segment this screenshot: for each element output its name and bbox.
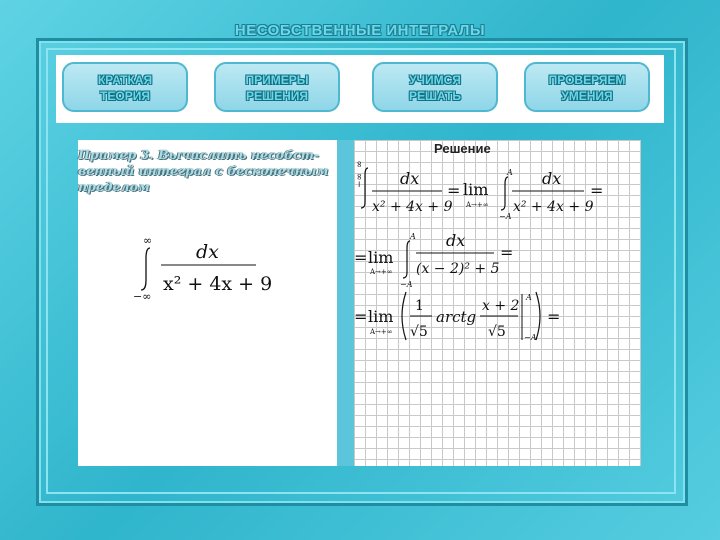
nav-button-label: ПРОВЕРЯЕМ bbox=[548, 73, 626, 87]
svg-text:lim: lim bbox=[368, 307, 394, 326]
page-title: НЕСОБСТВЕННЫЕ ИНТЕГРАЛЫ bbox=[234, 22, 486, 39]
solution-panel bbox=[354, 140, 641, 466]
integral-sign bbox=[141, 248, 150, 290]
svg-text:A: A bbox=[526, 293, 532, 302]
svg-text:(x − 2)² + 5: (x − 2)² + 5 bbox=[416, 261, 500, 277]
svg-text:A→+∞: A→+∞ bbox=[370, 328, 393, 336]
svg-text:=: = bbox=[354, 248, 368, 267]
svg-text:=: = bbox=[354, 307, 368, 326]
svg-text:A→+∞: A→+∞ bbox=[370, 268, 393, 276]
svg-text:√5: √5 bbox=[488, 324, 506, 340]
content-area bbox=[78, 140, 641, 466]
svg-text:x² + 4x + 9: x² + 4x + 9 bbox=[372, 199, 453, 215]
integral-sign bbox=[501, 177, 508, 210]
integral-denominator: x² + 4x + 9 bbox=[163, 273, 273, 295]
example-line: венный интеграл с бесконечным bbox=[78, 163, 329, 178]
nav-button-examples[interactable] bbox=[214, 62, 340, 112]
example-panel bbox=[78, 140, 337, 466]
svg-text:−A: −A bbox=[499, 212, 512, 221]
nav-button-label: КРАТКАЯ bbox=[97, 73, 153, 87]
example-line: Пример 3. Вычислить несобст- bbox=[78, 147, 320, 162]
nav-button-label: РЕШАТЬ bbox=[408, 89, 462, 103]
solution-formulas bbox=[354, 140, 641, 466]
svg-text:−∞: −∞ bbox=[355, 172, 365, 188]
svg-text:dx: dx bbox=[400, 169, 420, 188]
svg-text:√5: √5 bbox=[410, 324, 428, 340]
svg-text:−A: −A bbox=[400, 280, 413, 289]
nav-button-label: УМЕНИЯ bbox=[561, 89, 613, 103]
nav-button-label: УЧИМСЯ bbox=[409, 73, 461, 87]
svg-text:dx: dx bbox=[446, 231, 466, 250]
nav-button-learn[interactable] bbox=[372, 62, 498, 112]
main-integral-formula bbox=[78, 140, 337, 466]
panel-divider bbox=[337, 140, 354, 466]
integral-upper-limit: ∞ bbox=[143, 234, 153, 247]
svg-text:=: = bbox=[590, 181, 604, 200]
nav-button-label: ПРИМЕРЫ bbox=[245, 73, 309, 87]
svg-text:x + 2: x + 2 bbox=[482, 298, 520, 314]
svg-text:∞: ∞ bbox=[355, 160, 365, 168]
nav-button-label: РЕШЕНИЯ bbox=[246, 89, 308, 103]
svg-text:lim: lim bbox=[368, 248, 394, 267]
solution-title: Решение bbox=[434, 141, 491, 156]
svg-text:A: A bbox=[507, 168, 513, 177]
example-line: пределом bbox=[78, 179, 150, 194]
svg-text:lim: lim bbox=[463, 180, 489, 199]
svg-text:=: = bbox=[547, 307, 561, 326]
nav-button-label: ТЕОРИЯ bbox=[100, 89, 150, 103]
svg-text:x² + 4x + 9: x² + 4x + 9 bbox=[513, 199, 594, 215]
integral-numerator: dx bbox=[196, 241, 219, 263]
svg-text:A: A bbox=[410, 232, 416, 241]
svg-text:=: = bbox=[500, 243, 514, 262]
integral-lower-limit: −∞ bbox=[133, 290, 152, 303]
integral-sign bbox=[403, 241, 410, 278]
nav-button-theory[interactable] bbox=[62, 62, 188, 112]
nav-button-check[interactable] bbox=[524, 62, 650, 112]
svg-text:dx: dx bbox=[542, 169, 562, 188]
svg-text:=: = bbox=[447, 181, 461, 200]
nav-bar bbox=[56, 55, 664, 123]
svg-text:1: 1 bbox=[415, 298, 424, 314]
svg-text:−A: −A bbox=[524, 333, 537, 342]
svg-text:A→+∞: A→+∞ bbox=[466, 201, 489, 209]
svg-text:arctg: arctg bbox=[436, 308, 477, 326]
